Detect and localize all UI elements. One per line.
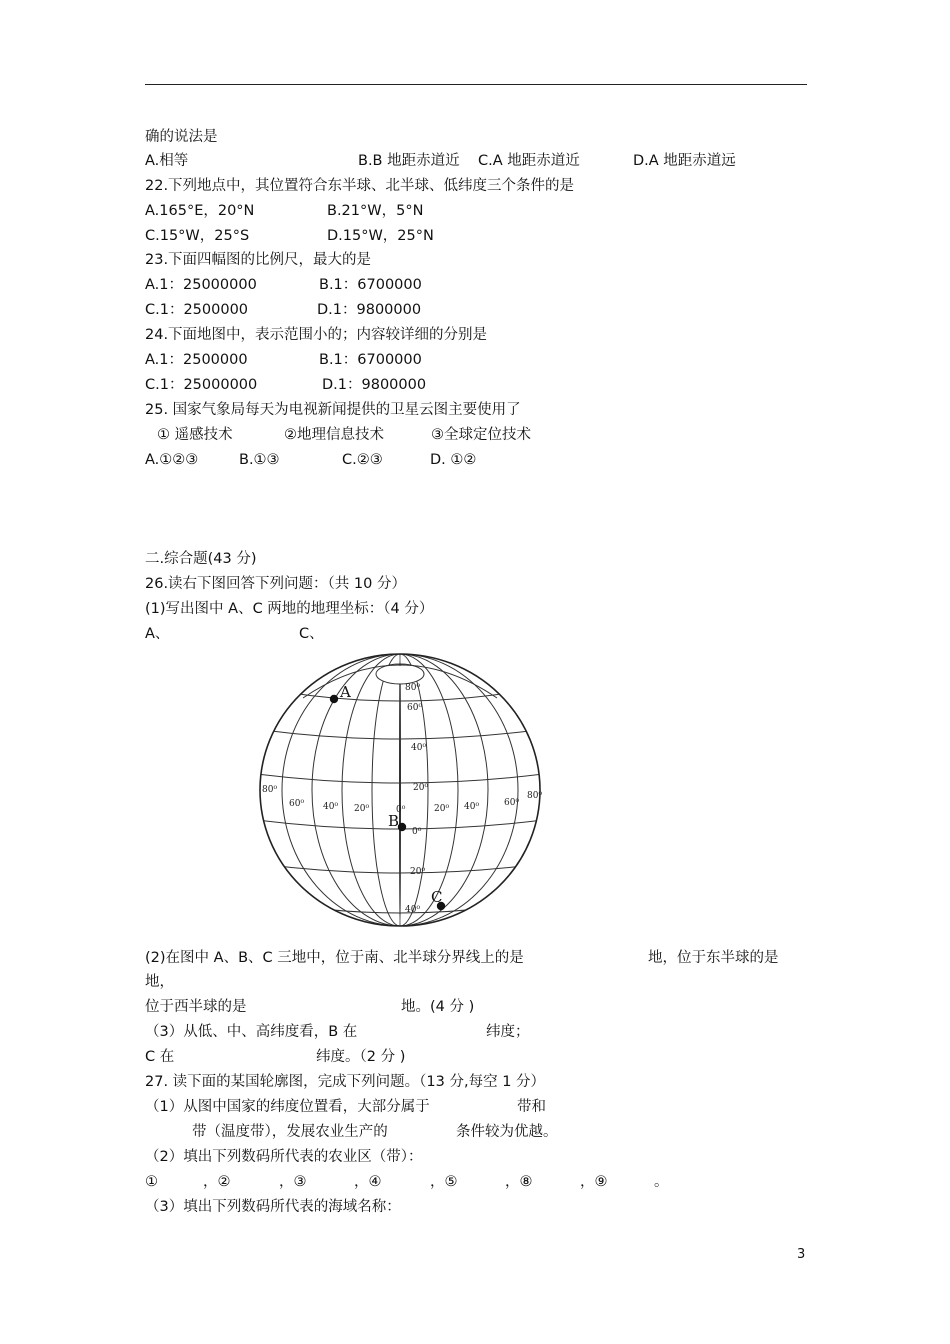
q21-option-d: D.A 地距赤道远 [633, 153, 736, 169]
q21-option-b: B.B 地距赤道近 [358, 153, 460, 169]
q21-option-a: A.相等 [145, 153, 189, 169]
q24-option-d: D.1：9800000 [322, 377, 427, 393]
page-number: 3 [797, 1247, 806, 1262]
q22-option-c: C.15°W，25°S [145, 228, 250, 244]
point-b-label: B [388, 812, 400, 830]
q22-option-d: D.15°W，25°N [327, 228, 434, 244]
label-lat-80n: 80⁰ [405, 683, 421, 693]
q25-option-b: B.①③ [239, 452, 280, 468]
q23-option-a: A.1：25000000 [145, 277, 257, 293]
q22-option-a: A.165°E，20°N [145, 203, 255, 219]
q23-option-d: D.1：9800000 [317, 302, 422, 318]
label-lon-0: 0⁰ [396, 805, 406, 815]
label-lon-80w: 80⁰ [262, 785, 278, 795]
q26-answer-c: C、 [299, 626, 324, 642]
q23-option-b: B.1：6700000 [319, 277, 422, 293]
q22-option-b: B.21°W，5°N [327, 203, 424, 219]
label-lon-40e: 40⁰ [464, 802, 480, 812]
label-lat-60n: 60⁰ [407, 703, 423, 713]
label-lon-20w: 20⁰ [354, 804, 370, 814]
label-lon-60w: 60⁰ [289, 799, 305, 809]
point-a-marker [330, 695, 338, 703]
meridian-0 [400, 654, 401, 926]
label-lat-40n: 40⁰ [411, 743, 427, 753]
globe-graticule-figure [255, 652, 545, 932]
label-lat-20n: 20⁰ [413, 783, 429, 793]
q26-answer-a: A、 [145, 626, 170, 642]
label-lat-0: 0⁰ [412, 827, 422, 837]
label-lon-40w: 40⁰ [323, 802, 339, 812]
q25-statement-1: ① 遥感技术 [157, 427, 233, 443]
point-a-label: A [340, 683, 351, 701]
label-lon-80e: 80⁰ [527, 791, 543, 801]
q23-option-c: C.1：2500000 [145, 302, 249, 318]
polar-cap-80n [376, 664, 424, 684]
point-c-label: C [431, 888, 443, 906]
q24-option-b: B.1：6700000 [319, 352, 422, 368]
q24-option-a: A.1：2500000 [145, 352, 248, 368]
header-rule [145, 84, 807, 85]
q21-option-c: C.A 地距赤道近 [478, 153, 580, 169]
q25-option-a: A.①②③ [145, 452, 199, 468]
q25-statement-2: ②地理信息技术 [284, 427, 384, 443]
q25-option-c: C.②③ [342, 452, 383, 468]
q25-option-d: D. ①② [430, 452, 477, 468]
point-b-marker [398, 823, 406, 831]
q25-statement-3: ③全球定位技术 [431, 427, 531, 443]
label-lon-60e: 60⁰ [504, 798, 520, 808]
q24-option-c: C.1：25000000 [145, 377, 258, 393]
label-lat-20s: 20⁰ [410, 867, 426, 877]
label-lat-40s: 40⁰ [405, 905, 421, 915]
label-lon-20e: 20⁰ [434, 804, 450, 814]
